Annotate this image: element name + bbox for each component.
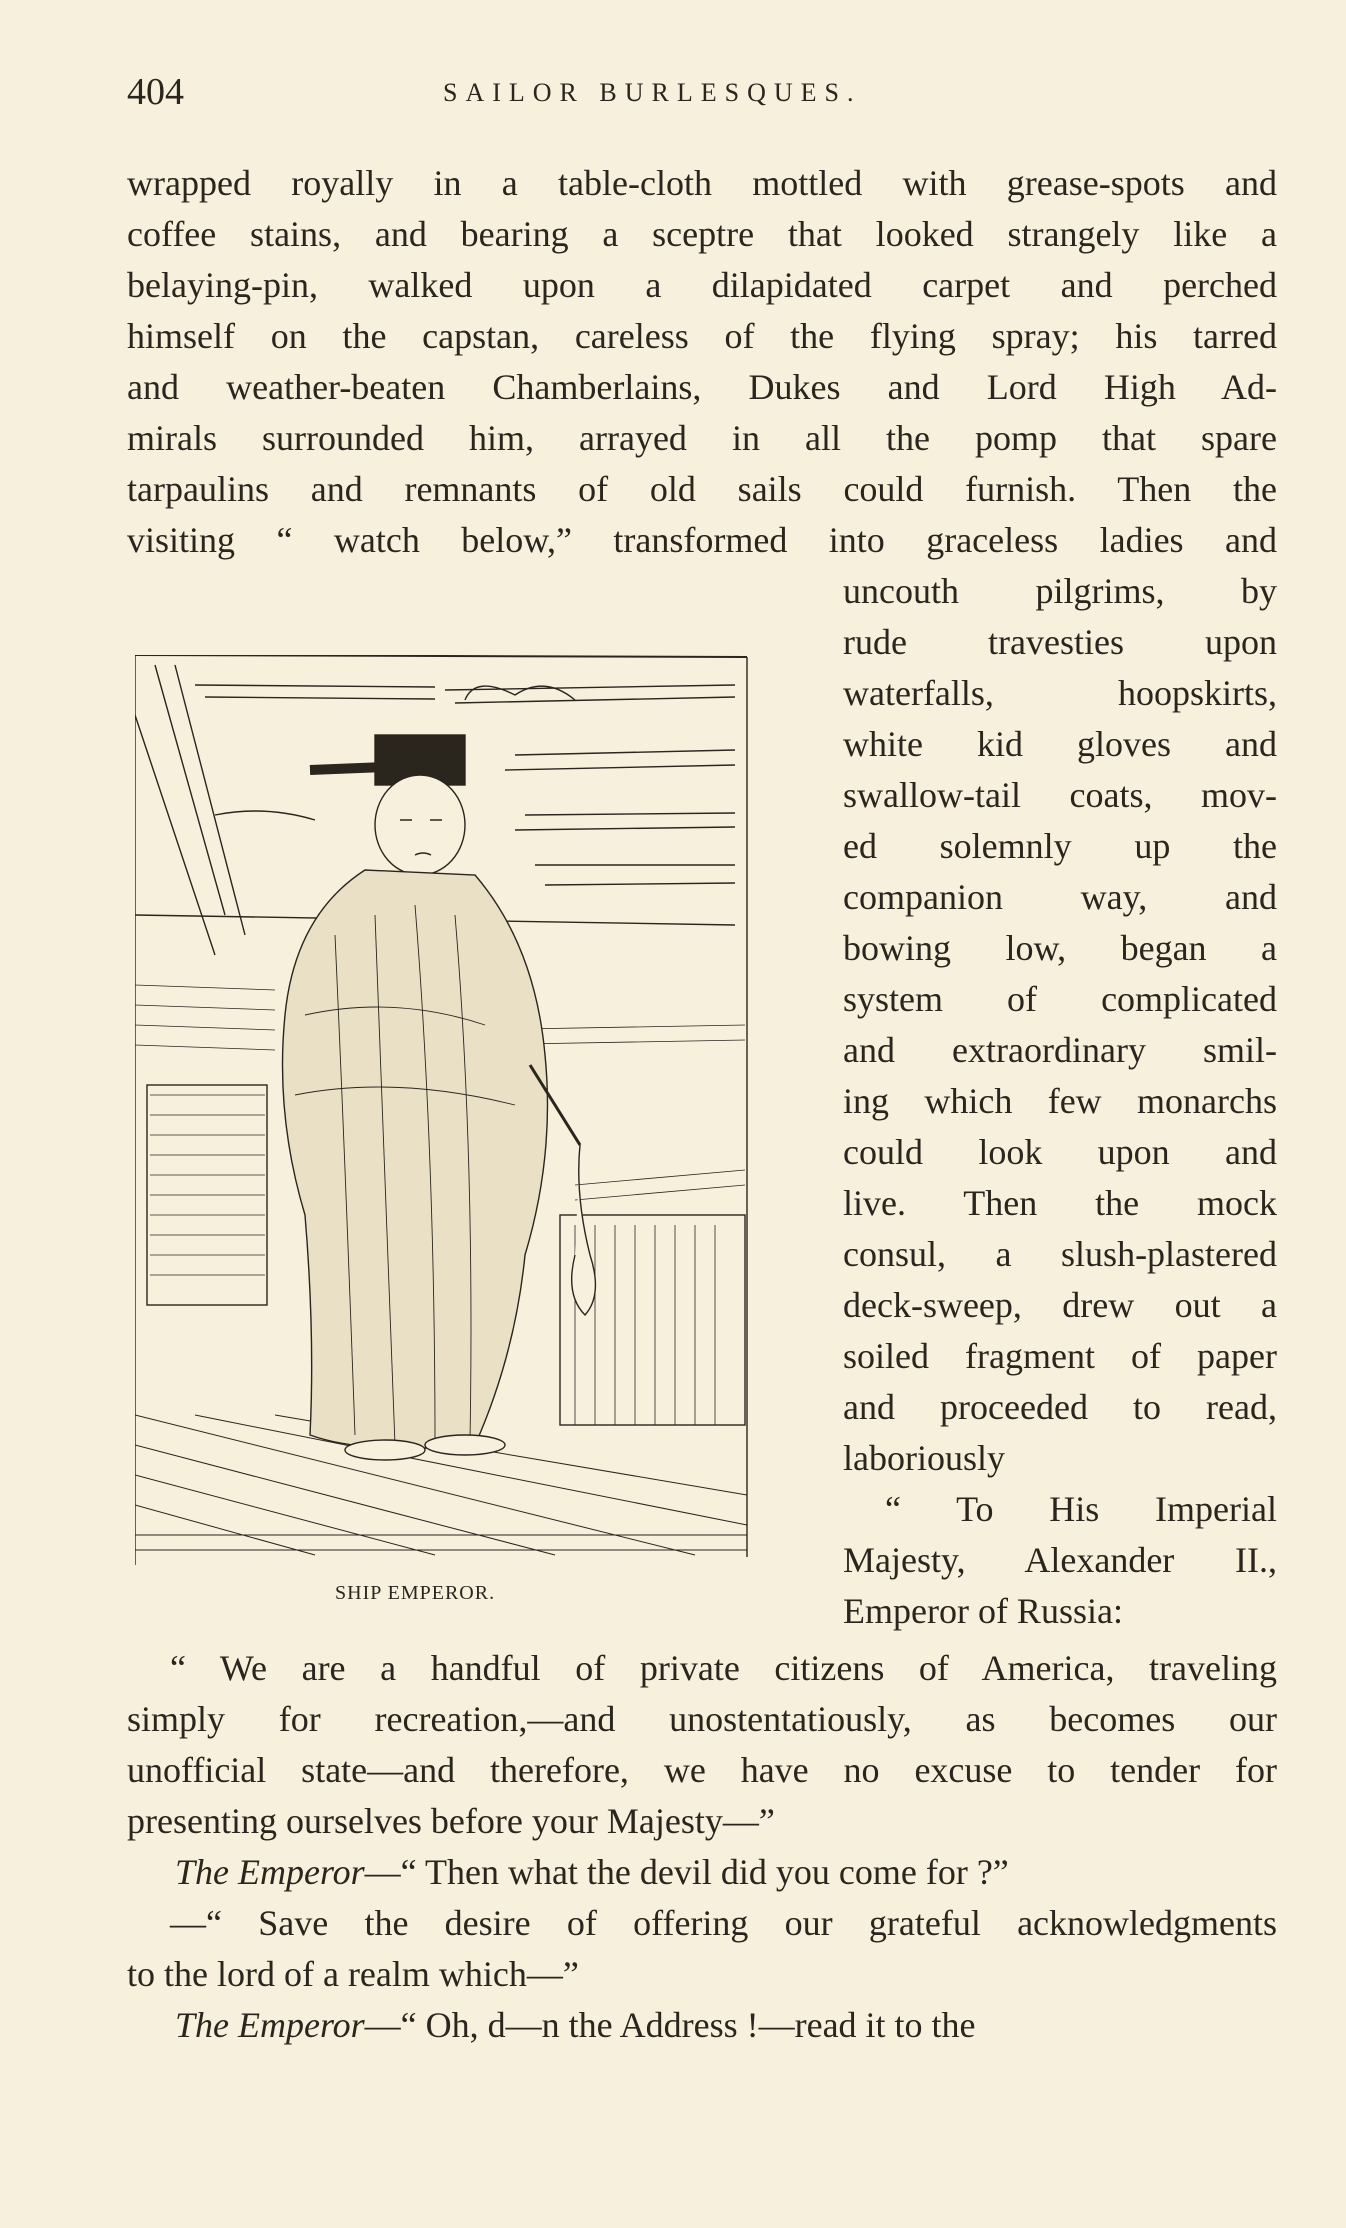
text-line: and proceeded to read,	[843, 1387, 1277, 1427]
speaker-name: The Emperor	[175, 2005, 365, 2045]
dialogue-text: —“ Oh, d—n the Address !—read it to the	[364, 2005, 976, 2045]
text-line: to the lord of a realm which—”	[127, 1954, 579, 1994]
speaker-name: The Emperor	[175, 1852, 365, 1892]
text-line: “ To His Imperial	[885, 1489, 1277, 1529]
text-line: waterfalls, hoopskirts,	[843, 673, 1277, 713]
text-line: laboriously	[843, 1438, 1005, 1478]
text-line: swallow-tail coats, mov-	[843, 775, 1277, 815]
running-head: SAILOR BURLESQUES.	[443, 78, 862, 107]
text-line: ed solemnly up the	[843, 826, 1277, 866]
figure-caption: SHIP EMPEROR.	[335, 1582, 496, 1604]
text-line: visiting “ watch below,” transformed into graceless ladies and	[127, 520, 1277, 560]
text-line: rude travesties upon	[843, 622, 1277, 662]
text-line: live. Then the mock	[843, 1183, 1277, 1223]
text-line: unofficial state—and therefore, we have no excuse to tender for	[127, 1750, 1277, 1790]
dialogue-text: —“ Then what the devil did you come for ?”	[364, 1852, 1009, 1892]
text-line: Majesty, Alexander II.,	[843, 1540, 1277, 1580]
text-line: deck-sweep, drew out a	[843, 1285, 1277, 1325]
text-line: coffee stains, and bearing a sceptre that looked strangely like a	[127, 214, 1277, 254]
text-line: system of complicated	[843, 979, 1277, 1019]
page-number: 404	[127, 71, 184, 113]
dialogue-line	[175, 1999, 1277, 2051]
dialogue-line	[175, 1846, 1277, 1898]
text-line: soiled fragment of paper	[843, 1336, 1277, 1376]
text-line: and extraordinary smil-	[843, 1030, 1277, 1070]
text-line: mirals surrounded him, arrayed in all the pomp that spare	[127, 418, 1277, 458]
text-line: wrapped royally in a table-cloth mottled with grease-spots and	[127, 163, 1277, 203]
text-line: tarpaulins and remnants of old sails could furnish. Then the	[127, 469, 1277, 509]
engraving-illustration	[135, 655, 750, 1567]
emperor-engraving	[135, 655, 750, 1567]
text-line: uncouth pilgrims, by	[843, 571, 1277, 611]
text-line: himself on the capstan, careless of the flying spray; his tarred	[127, 316, 1277, 356]
text-line: simply for recreation,—and unostentatiously, as becomes our	[127, 1699, 1277, 1739]
text-line: Emperor of Russia:	[843, 1591, 1123, 1631]
page-header	[127, 70, 1277, 120]
text-line: bowing low, began a	[843, 928, 1277, 968]
text-line: “ We are a handful of private citizens of America, traveling	[170, 1648, 1277, 1688]
text-line: —“ Save the desire of offering our grateful acknowledgments	[170, 1903, 1277, 1943]
text-line: could look upon and	[843, 1132, 1277, 1172]
text-line: ing which few monarchs	[843, 1081, 1277, 1121]
text-line: consul, a slush-plastered	[843, 1234, 1277, 1274]
text-line: belaying-pin, walked upon a dilapidated carpet and perched	[127, 265, 1277, 305]
text-line: and weather-beaten Chamberlains, Dukes and Lord High Ad-	[127, 367, 1277, 407]
text-line: presenting ourselves before your Majesty—”	[127, 1801, 775, 1841]
text-line: white kid gloves and	[843, 724, 1277, 764]
text-line: companion way, and	[843, 877, 1277, 917]
